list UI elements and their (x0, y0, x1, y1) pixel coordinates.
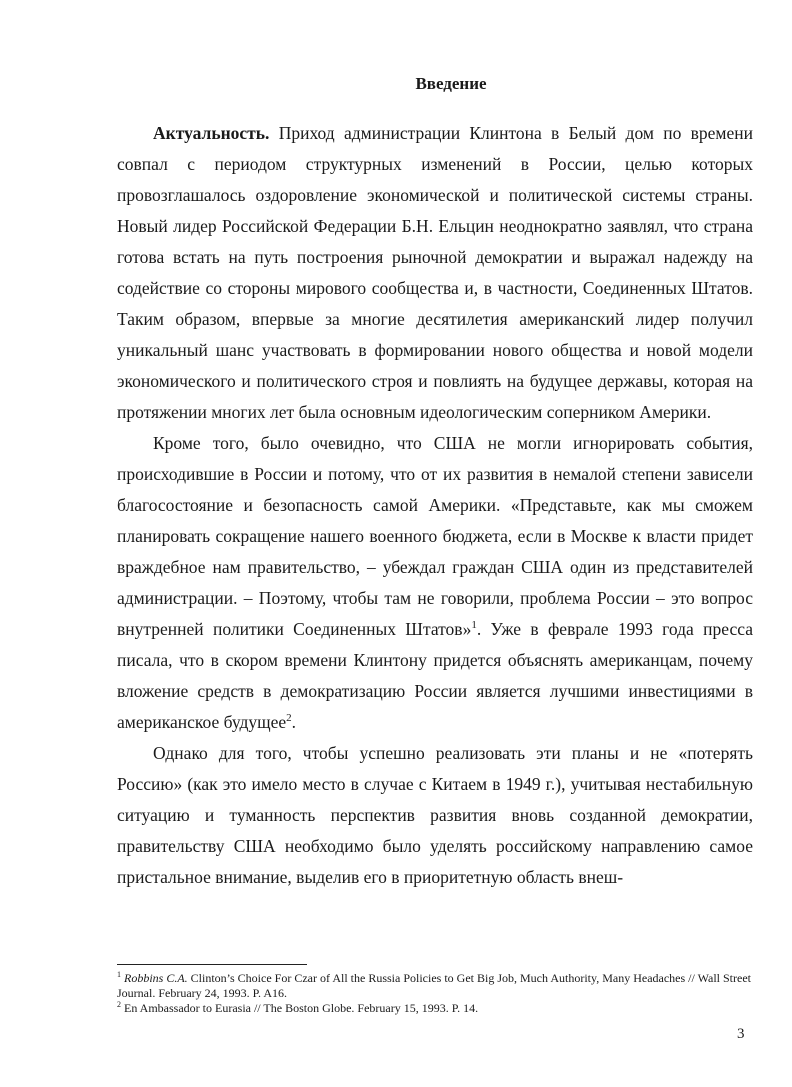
footnote-text: Clinton’s Choice For Czar of All the Russia Policies to Get Big Job, Much Authority, Many Headaches // Wall Street Journal. February 24, 1993. P. A16. (117, 971, 751, 1000)
footnote-ref[interactable]: 1 (471, 619, 477, 632)
footnote-item (117, 971, 753, 1001)
paragraph-lead: Актуальность. (153, 123, 270, 143)
footnote-divider (117, 964, 307, 965)
footnote-mark: 2 (117, 1000, 121, 1009)
page-number: 3 (737, 1026, 745, 1042)
paragraph-text: Кроме того, было очевидно, что США не могли игнорировать события, происходившие в России и потому, что от их развития в немалой степени зависели благосостояние и безопасность самой Америки. «Представьте, как мы сможем планировать сокращение нашего военного бюджета, если в Москве к власти придет враждебное нам правительство, – убеждал граждан США один из представителей администрации. – Поэтому, чтобы там не говорили, проблема России – это вопрос внутренней политики Соединенных Штатов» (117, 433, 753, 639)
body-text (117, 118, 753, 893)
footnote-ref[interactable]: 2 (286, 712, 292, 725)
footnotes (117, 971, 753, 1016)
paragraph-text: Однако для того, чтобы успешно реализовать эти планы и не «потерять Россию» (как это имело место в случае с Китаем в 1949 г.), учитывая нестабильную ситуацию и туманность перспектив развития вновь созданной демократии, правительству США необходимо было уделять российскому направлению самое пристальное внимание, выделив его в приоритетную область внеш- (117, 743, 753, 887)
paragraph-priority (117, 738, 753, 893)
footnote-text: En Ambassador to Eurasia // The Boston Globe. February 15, 1993. P. 14. (121, 1001, 479, 1015)
paragraph-relevance (117, 118, 753, 428)
page-heading: Введение (415, 74, 487, 93)
paragraph-us-interest (117, 428, 753, 738)
paragraph-text: . Уже в феврале 1993 года пресса писала, что в скором времени Клинтону придется объяснять американцам, почему вложение средств в демократизацию России является лучшими инвестициями в американское будущее (117, 619, 754, 732)
footnote-item (117, 1001, 753, 1016)
paragraph-text: Приход администрации Клинтона в Белый дом по времени совпал с периодом структурных изменений в России, целью которых провозглашалось оздоровление экономической и политической системы страны. Новый лидер Российской Федерации Б.Н. Ельцин неоднократно заявлял, что страна готова встать на путь построения рыночной демократии и выражал надежду на содействие со стороны мирового сообщества и, в частности, Соединенных Штатов. Таким образом, впервые за многие десятилетия американский лидер получил уникальный шанс участвовать в формировании нового общества и новой модели экономического и политического строя и повлиять на будущее державы, которая на протяжении многих лет была основным идеологическим соперником Америки. (117, 123, 753, 422)
paragraph-text: . (291, 712, 297, 732)
footnote-mark: 1 (117, 970, 121, 979)
footnote-author: Robbins C.A. (124, 971, 188, 985)
